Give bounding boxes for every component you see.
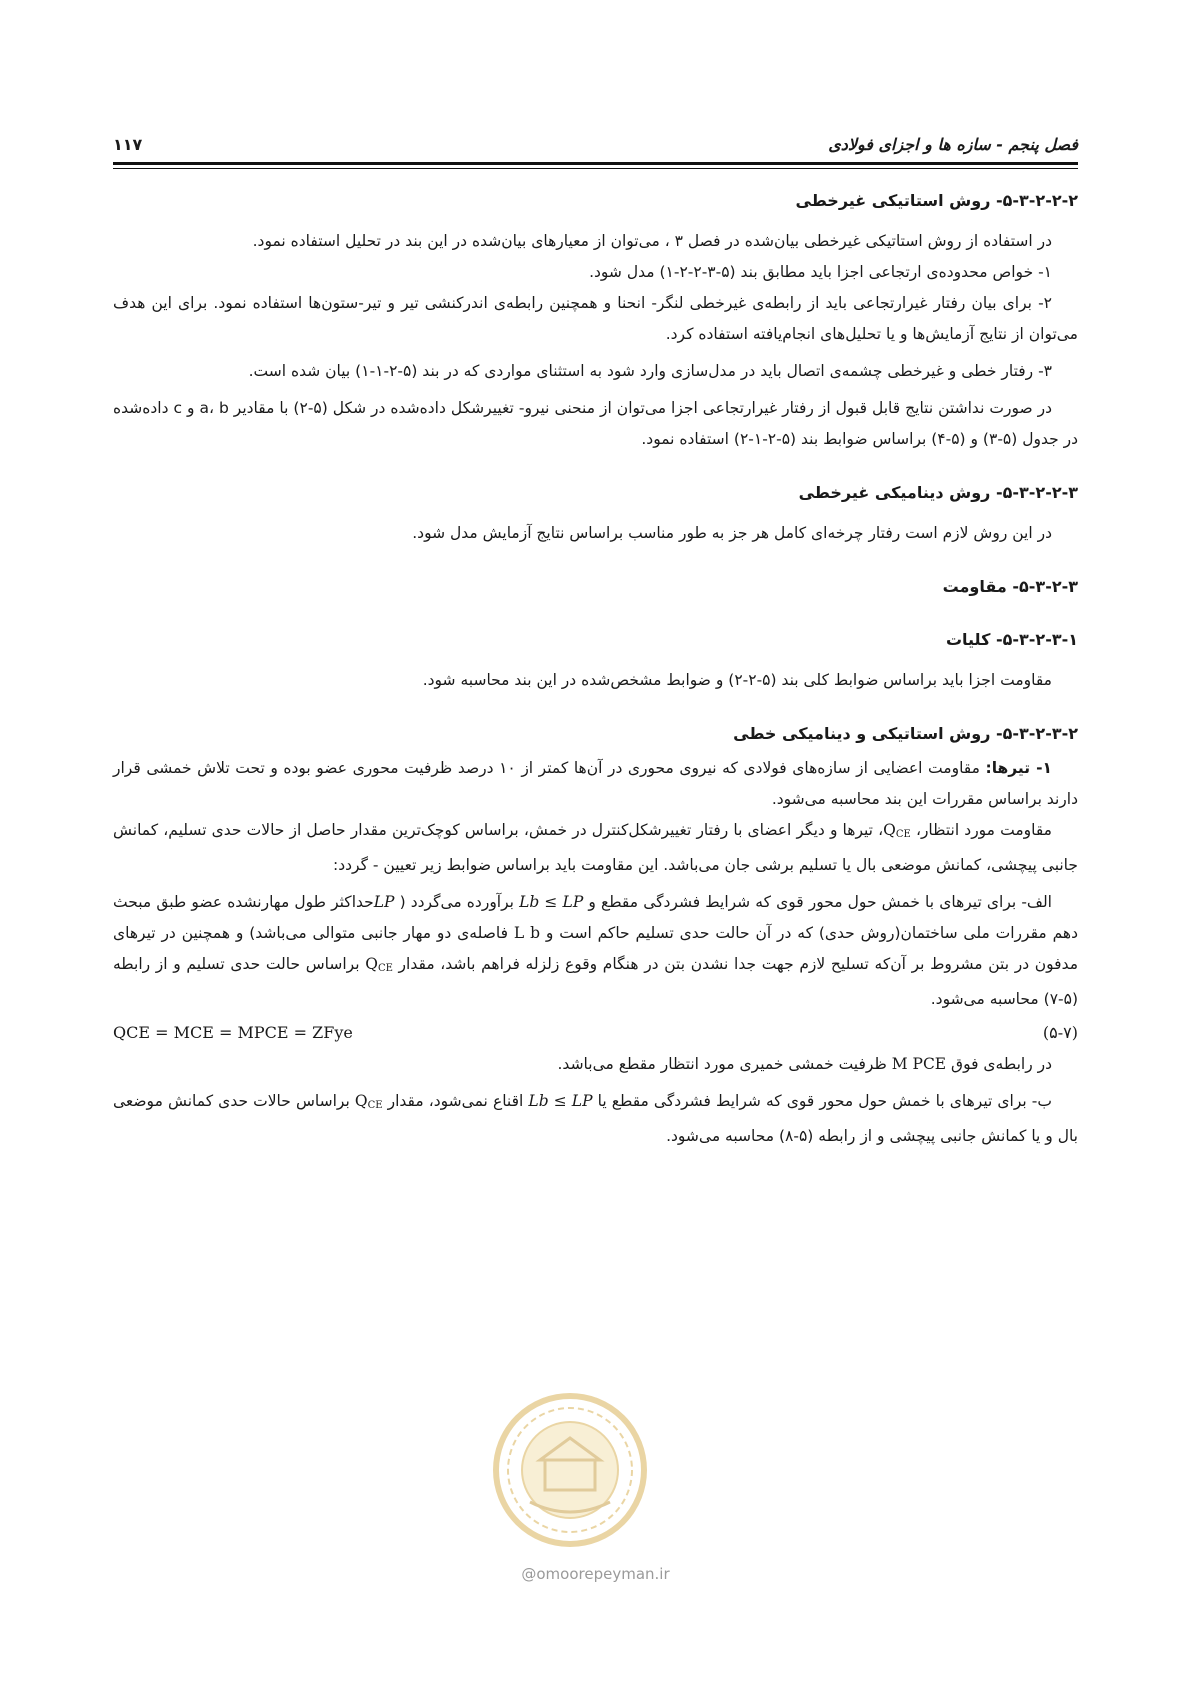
- header-rule-thick: [113, 162, 1078, 165]
- at-sign-icon: @: [521, 1565, 537, 1583]
- paragraph-text: براساس حالات حدی کمانش موضعی بال و یا کمانش جانبی پیچشی و از رابطه (۵-۸) محاسبه می‌شود.: [113, 1092, 1078, 1145]
- symbol-qce: $Q_{CE}$: [365, 955, 393, 974]
- paragraph: [113, 887, 1078, 1015]
- paragraph-text: اقناع نمی‌شود، مقدار: [382, 1092, 529, 1110]
- paragraph: [113, 1086, 1078, 1152]
- paragraph-text: برآورده می‌گردد (: [394, 893, 520, 911]
- symbol-lb-le-lp: Lb ≤ LP: [519, 893, 584, 911]
- symbol-mpce: M PCE: [891, 1055, 947, 1073]
- symbol-lp: LP: [373, 893, 395, 911]
- paragraph-text: براساس حالت حدی تسلیم و از رابطه (۵-۷) محاسبه می‌شود.: [113, 955, 1078, 1008]
- section-heading: ۵-۳-۲-۲-۲- روش استاتیکی غیرخطی: [795, 191, 1078, 210]
- paragraph: مقاومت اجزا باید براساس ضوابط کلی بند (۵-۲-۲) و ضوابط مشخص‌شده در این بند محاسبه شود.: [422, 671, 1052, 689]
- paragraph-text: مقاومت اعضایی از سازه‌های فولادی که نیروی محوری در آن‌ها کمتر از ۱۰ درصد ظرفیت محوری عضو بوده و تحت تلاش خمشی قرار دارند براساس مقررات این بند محاسبه می‌شود.: [113, 759, 1078, 808]
- page-body: [113, 185, 1078, 1152]
- paragraph: ۲- برای بیان رفتار غیرارتجاعی باید از رابطه‌ی غیرخطی لنگر- انحنا و همچنین رابطه‌ی اندرکنشی تیر و تیر-ستون‌ها استفاده نمود. برای این هدف می‌توان از نتایج آزمایش‌ها و یا تحلیل‌های انجام‌یافته استفاده کرد.: [113, 294, 1078, 343]
- paragraph: ۳- رفتار خطی و غیرخطی چشمه‌ی اتصال باید در مدل‌سازی وارد شود به استثنای مواردی که در بند (۵-۲-۱-۱) بیان شده است.: [248, 362, 1052, 380]
- equation: QCE = MCE = MPCE = ZFye: [113, 1022, 353, 1042]
- paragraph: در این روش لازم است رفتار چرخه‌ای کامل هر جز به طور مناسب براساس نتایج آزمایش مدل شود.: [412, 524, 1052, 542]
- paragraph-text: فاصله‌ی دو مهار جانبی متوالی می‌باشد) و همچنین در تیرهای مدفون در بتن مشروط بر آن‌که تسلیح لازم جهت جدا نشدن بتن در هنگام وقوع زلزله فراهم باشد، مقدار: [113, 924, 1079, 973]
- paragraph: ۱- خواص محدوده‌ی ارتجاعی اجزا باید مطابق بند (۵-۳-۲-۲-۱) مدل شود.: [589, 263, 1052, 281]
- section-heading: ۵-۳-۲-۳-۲- روش استاتیکی و دینامیکی خطی: [733, 724, 1078, 743]
- paragraph-text: در رابطه‌ی فوق: [946, 1055, 1052, 1073]
- equation-number: (۵-۷): [1042, 1022, 1078, 1042]
- section-heading: ۵-۳-۲-۲-۳- روش دینامیکی غیرخطی: [798, 483, 1078, 502]
- paragraph-text: حداکثر طول مهارنشده عضو طبق مبحث دهم مقررات ملی ساختمان(روش حدی) که در آن حالت حدی تسلیم حاکم است و: [113, 893, 1078, 942]
- section-heading: ۵-۳-۲-۳-۱- کلیات: [945, 630, 1078, 649]
- paragraph-text: ب- برای تیرهای با خمش حول محور قوی که شرایط فشردگی مقطع یا: [592, 1092, 1052, 1110]
- symbol-lb: L b: [513, 924, 541, 942]
- paragraph-text: ظرفیت خمشی خمیری مورد انتظار مقطع می‌باشد.: [557, 1055, 892, 1073]
- header-rule-thin: [113, 168, 1078, 169]
- paragraph: در صورت نداشتن نتایج قابل قبول از رفتار غیرارتجاعی اجزا می‌توان از منحنی نیرو- تغییرشکل داده‌شده در شکل (۵-۲) با مقادیر a، b و c داده‌شده در جدول (۵-۳) و (۵-۴) براساس ضوابط بند (۵-۲-۱-۲) استفاده نمود.: [113, 399, 1078, 448]
- symbol-qce: $Q_{CE}$: [883, 821, 911, 840]
- section-heading: ۵-۳-۲-۳- مقاومت: [942, 577, 1078, 596]
- chapter-title: فصل پنجم - سازه ها و اجزای فولادی: [828, 135, 1078, 154]
- paragraph: در استفاده از روش استاتیکی غیرخطی بیان‌شده در فصل ۳ ، می‌توان از معیارهای بیان‌شده در این بند در تحلیل استفاده نمود.: [252, 232, 1052, 250]
- page-header: [113, 122, 1078, 154]
- paragraph: [113, 1049, 1078, 1080]
- page-number: ۱۱۷: [113, 135, 143, 154]
- symbol-lb-le-lp: Lb ≤ LP: [528, 1092, 593, 1110]
- paragraph-text: ، تیرها و دیگر اعضای با رفتار تغییرشکل‌کنترل در خمش، براساس کوچک‌ترین مقدار حاصل از حالات حدی تسلیم، کمانش جانبی پیچشی، کمانش موضعی بال یا تسلیم برشی جان می‌باشد. این مقاومت باید براساس ضوابط زیر تعیین - گردد:: [113, 821, 1078, 874]
- symbol-qce: $Q_{CE}$: [354, 1092, 383, 1111]
- beams-lead: ۱- تیرها:: [985, 759, 1052, 777]
- watermark-seal-icon: [490, 1390, 650, 1550]
- paragraph: [113, 815, 1078, 881]
- watermark-text: @omoorepeyman.ir: [521, 1565, 670, 1583]
- equation-row: [113, 1015, 1078, 1049]
- paragraph-text: مقاومت مورد انتظار،: [910, 821, 1052, 839]
- paragraph: [113, 753, 1078, 815]
- paragraph-text: الف- برای تیرهای با خمش حول محور قوی که شرایط فشردگی مقطع و: [583, 893, 1052, 911]
